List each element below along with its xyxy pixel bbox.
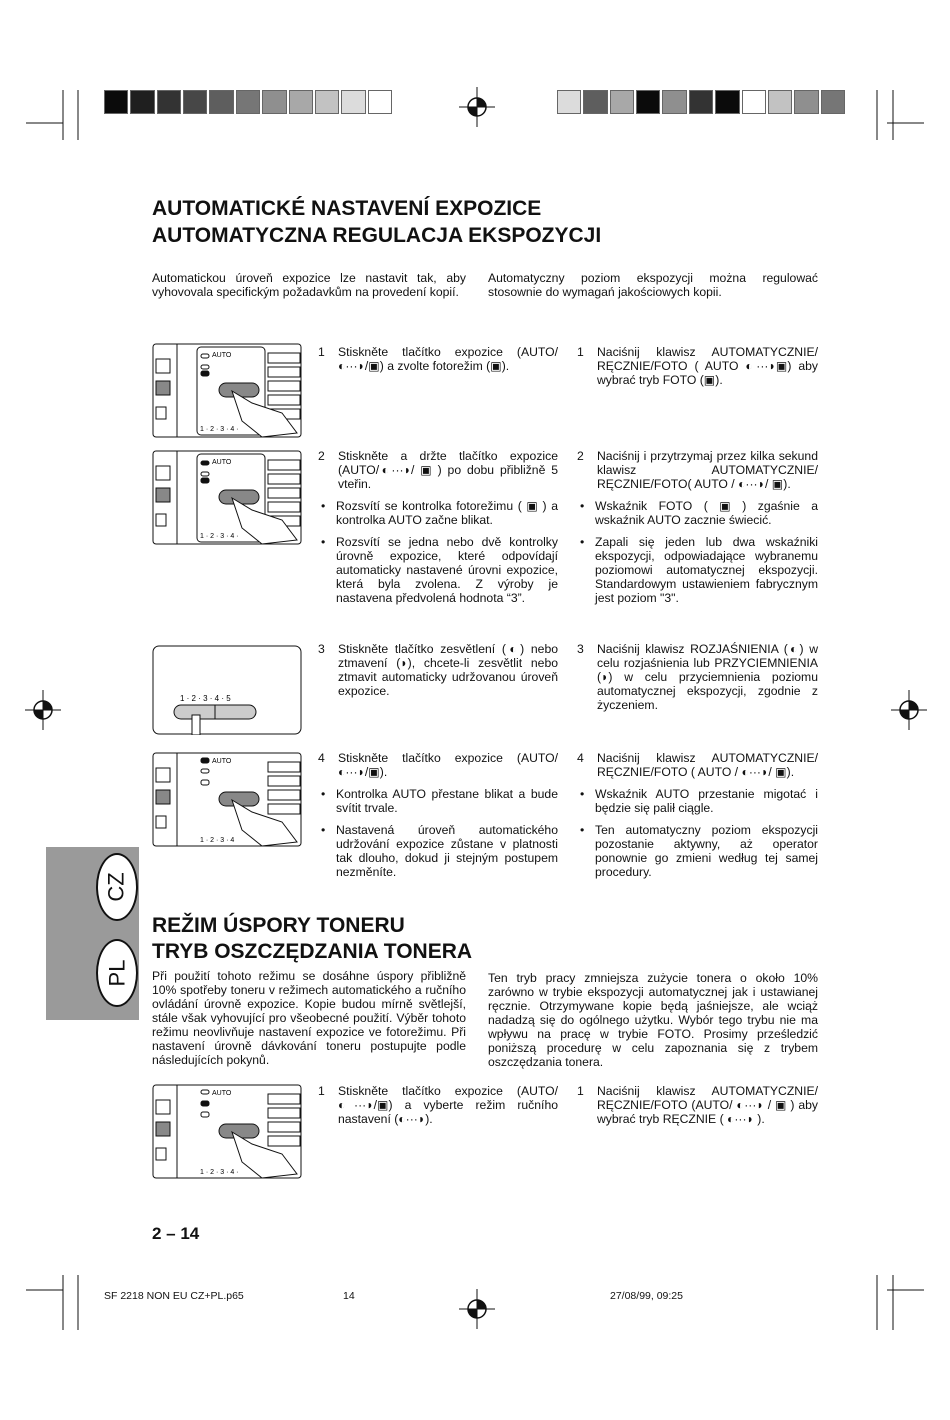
footer-date: 27/08/99, 09:25 — [610, 1290, 683, 1302]
calibration-bar-left — [104, 90, 394, 114]
step-number: 4 — [577, 751, 584, 765]
step-text: Naciśnij klawisz AUTOMATYCZNIE/ RĘCZNIE/FOTO (AUTO/ ◐···◗ / ▣ ) aby wybrać tryb RĘCZNIE ( ◐···◗ ). — [597, 1084, 818, 1126]
section1-title-cz: AUTOMATICKÉ NASTAVENÍ EXPOZICE — [152, 197, 542, 220]
step-number: 4 — [318, 751, 325, 765]
control-panel-figure-5 — [152, 1084, 302, 1179]
calibration-swatch — [610, 90, 634, 114]
step-number: 1 — [318, 345, 325, 359]
step4-pl — [577, 751, 818, 887]
panel-scale-label: 1 · 2 · 3 · 4 · — [200, 533, 239, 540]
panel-scale-label: 1 · 2 · 3 · 4 · — [200, 426, 239, 433]
calibration-swatch — [636, 90, 660, 114]
footer-file: SF 2218 NON EU CZ+PL.p65 — [104, 1290, 244, 1302]
step4-cz-bullet-1: • Kontrolka AUTO přestane blikat a bude svítit trvale. — [318, 787, 558, 815]
calibration-swatch — [368, 90, 392, 114]
step3-pl — [577, 642, 818, 720]
step-number: 3 — [318, 642, 325, 656]
control-panel-figure-3 — [152, 645, 302, 735]
step-number: 1 — [318, 1084, 325, 1098]
calibration-swatch — [794, 90, 818, 114]
control-panel-figure-2 — [152, 450, 302, 545]
control-panel-figure-4 — [152, 752, 302, 847]
section2-title-pl: TRYB OSZCZĘDZANIA TONERA — [152, 940, 473, 963]
calibration-swatch — [157, 90, 181, 114]
language-tab — [46, 847, 139, 1020]
calibration-swatch — [821, 90, 845, 114]
calibration-swatch — [315, 90, 339, 114]
calibration-swatch — [209, 90, 233, 114]
calibration-swatch — [715, 90, 739, 114]
page-number: 2 – 14 — [152, 1224, 200, 1243]
calibration-swatch — [583, 90, 607, 114]
step-number: 1 — [577, 345, 584, 359]
section1-intro-pl: Automatyczny poziom ekspozycji można regulować stosownie do wymagań jakościowych kopii. — [488, 271, 818, 299]
calibration-swatch — [341, 90, 365, 114]
registration-mark-left — [24, 688, 62, 732]
panel-scale-label: 1 · 2 · 3 · 4 · 5 — [180, 694, 231, 703]
calibration-swatch — [130, 90, 154, 114]
section1-intro-cz: Automatickou úroveň expozice lze nastavit tak, aby vyhovovala specifickým požadavkům na provedení kopií. — [152, 271, 466, 299]
step2-pl — [577, 449, 818, 613]
registration-mark-right — [890, 688, 928, 732]
step-text: Stiskněte tlačítko expozice (AUTO/ ◐···◗/▣) a vyberte režim ručního nastavení (◐···◗). — [338, 1084, 558, 1126]
calibration-swatch — [689, 90, 713, 114]
tab-cz-oval: CZ — [96, 853, 138, 921]
section2-intro-cz: Při použití tohoto režimu se dosáhne úspory přibližně 10% spotřeby toneru v režimech automatického a ručního ovládání úrovně expozice. Kopie budou mírně světlejší, stále však vyhovující pro všeobecné použití. Výběr tohoto režimu neovlivňuje nastavení expozice ve fotorežimu. Při nastavení úrovně dávkování toneru postupujte podle následujících pokynů. — [152, 969, 466, 1067]
panel-auto-label: AUTO — [212, 1090, 232, 1097]
panel-auto-label: AUTO — [212, 352, 232, 359]
calibration-swatch — [557, 90, 581, 114]
calibration-swatch — [662, 90, 686, 114]
calibration-swatch — [742, 90, 766, 114]
step-text: Naciśnij i przytrzymaj przez kilka sekund klawisz AUTOMATYCZNIE/ RĘCZNIE/FOTO( AUTO / ◐···◗/ ▣). — [597, 449, 818, 491]
step2-pl-bullet-2: • Zapali się jeden lub dwa wskaźniki ekspozycji, odpowiadające wybranemu poziomowi automatycznej ekspozycji. Standardowym ustawieniem fabrycznym jest poziom "3". — [577, 535, 818, 605]
step-text: Stiskněte a držte tlačítko expozice (AUTO/◐···◗/ ▣ ) po dobu přibližně 5 vteřin. — [338, 449, 558, 491]
section2-title-cz: REŽIM ÚSPORY TONERU — [152, 914, 405, 937]
control-panel-figure-1 — [152, 343, 302, 438]
step-text: Naciśnij klawisz AUTOMATYCZNIE/ RĘCZNIE/FOTO ( AUTO / ◐···◗/ ▣). — [597, 751, 818, 779]
calibration-swatch — [236, 90, 260, 114]
step3-cz — [318, 642, 558, 706]
calibration-swatch — [768, 90, 792, 114]
step1-pl — [577, 345, 818, 395]
tab-pl-oval: PL — [96, 939, 138, 1007]
step-number: 2 — [318, 449, 325, 463]
step2-cz-bullet-2: • Rozsvítí se jedna nebo dvě kontrolky úrovně expozice, které odpovídají automaticky nastavené úrovni expozice, která byla zvolena. Z výroby je nastavena předvolená hodnota “3”. — [318, 535, 558, 605]
panel-scale-label: 1 · 2 · 3 · 4 — [200, 837, 235, 844]
section1-title-pl: AUTOMATYCZNA REGULACJA EKSPOZYCJI — [152, 224, 602, 247]
step-text: Stiskněte tlačítko expozice (AUTO/ ◐···◗/▣) a zvolte fotorežim (▣). — [338, 345, 558, 373]
calibration-swatch — [183, 90, 207, 114]
registration-mark-bottom — [458, 1287, 496, 1331]
section2-step1-cz — [318, 1084, 558, 1134]
step2-pl-bullet-1: • Wskaźnik FOTO ( ▣ ) zgaśnie a wskaźnik AUTO zacznie świecić. — [577, 499, 818, 527]
step4-cz-bullet-2: • Nastavená úroveň automatického udržování expozice zůstane v platnosti tak dlouho, dokud ji stejným postupem nezměníte. — [318, 823, 558, 879]
step-text: Stiskněte tlačítko expozice (AUTO/ ◐···◗/▣). — [338, 751, 558, 779]
step4-pl-bullet-2: • Ten automatyczny poziom ekspozycji pozostanie aktywny, aż operator ponownie go zmieni według tej samej procedury. — [577, 823, 818, 879]
step-text: Naciśnij klawisz ROZJAŚNIENIA (◐) w celu rozjaśnienia lub PRZYCIEMNIENIA (◗) w celu przyciemnienia poziomu automatycznej ekspozycji, zgodnie z życzeniem. — [597, 642, 818, 712]
panel-scale-label: 1 · 2 · 3 · 4 · — [200, 1169, 239, 1176]
calibration-bar-right — [557, 90, 847, 114]
calibration-swatch — [289, 90, 313, 114]
panel-auto-label: AUTO — [212, 758, 232, 765]
step2-cz — [318, 449, 558, 613]
step-text: Naciśnij klawisz AUTOMATYCZNIE/ RĘCZNIE/FOTO ( AUTO ◐···◗▣) aby wybrać tryb FOTO (▣). — [597, 345, 818, 387]
step-number: 3 — [577, 642, 584, 656]
step-number: 1 — [577, 1084, 584, 1098]
step2-cz-bullet-1: • Rozsvítí se kontrolka fotorežimu ( ▣ ) a kontrolka AUTO začne blikat. — [318, 499, 558, 527]
step4-pl-bullet-1: • Wskaźnik AUTO przestanie migotać i będzie się palił ciągle. — [577, 787, 818, 815]
calibration-swatch — [104, 90, 128, 114]
section2-step1-pl — [577, 1084, 818, 1134]
panel-auto-label: AUTO — [212, 459, 232, 466]
registration-mark-top — [458, 85, 496, 129]
step4-cz — [318, 751, 558, 887]
calibration-swatch — [262, 90, 286, 114]
step1-cz — [318, 345, 558, 381]
step-number: 2 — [577, 449, 584, 463]
step-text: Stiskněte tlačítko zesvětlení (◐) nebo ztmavení (◗), chcete-li zesvětlit nebo ztmavit automaticky udržovanou úroveň expozice. — [338, 642, 558, 698]
section2-intro-pl: Ten tryb pracy zmniejsza zużycie tonera o około 10% zarówno w trybie ekspozycji automatycznej jak i ustawianej ręcznie. Otrzymywane kopie będą jaśniejsze, ale wciąż nadadzą się do ogólnego użytku. Wybór tego trybu nie ma wpływu na pracę w trybie FOTO. Prosimy prześledzić poniższą procedurę w celu zapoznania się z trybem oszczędzania tonera. — [488, 971, 818, 1069]
footer-page: 14 — [343, 1290, 355, 1302]
